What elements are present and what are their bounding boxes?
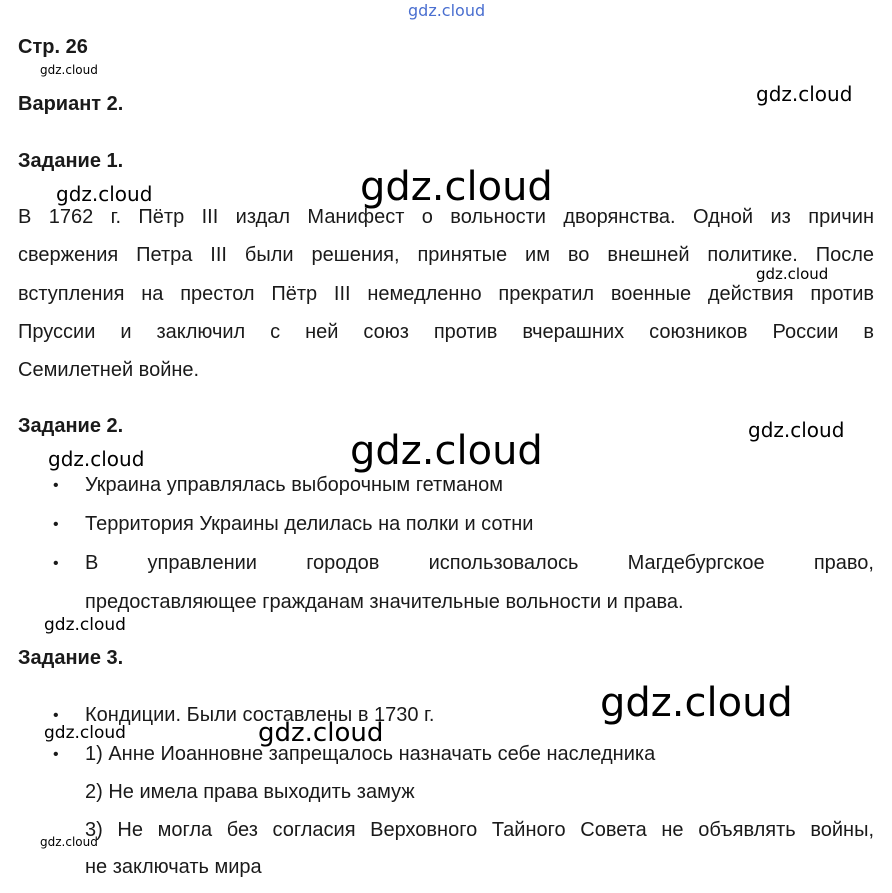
page-label: Стр. 26 xyxy=(18,36,88,58)
task1-line: Семилетней войне. xyxy=(18,359,200,381)
task3-item: Кондиции. Были составлены в 1730 г. xyxy=(85,704,435,726)
watermark: gdz.cloud xyxy=(44,615,126,635)
watermark: gdz.cloud xyxy=(748,418,845,442)
watermark-large: gdz.cloud xyxy=(360,164,553,210)
task1-line: вступления на престол Пётр III немедленно прекратил военные действия против xyxy=(18,283,874,305)
task2-heading: Задание 2. xyxy=(18,415,124,437)
bullet-icon: • xyxy=(53,516,59,533)
task3-continuation: 2) Не имела права выходить замуж xyxy=(85,781,415,803)
bullet-icon: • xyxy=(53,746,59,763)
watermark-large: gdz.cloud xyxy=(600,680,793,726)
task2-item: В управлении городов использовалось Магдебургское право, xyxy=(85,552,874,574)
watermark: gdz.cloud xyxy=(40,835,98,849)
task2-item: Территория Украины делилась на полки и сотни xyxy=(85,513,534,535)
watermark: gdz.cloud xyxy=(40,63,98,77)
watermark: gdz.cloud xyxy=(56,182,153,206)
task1-line: В 1762 г. Пётр III издал Манифест о вольности дворянства. Одной из причин xyxy=(18,206,874,228)
watermark: gdz.cloud xyxy=(48,447,145,471)
watermark: gdz.cloud xyxy=(44,723,126,743)
task1-line: Пруссии и заключил с ней союз против вчерашних союзников России в xyxy=(18,321,874,343)
watermark: gdz.cloud xyxy=(756,82,853,106)
bullet-icon: • xyxy=(53,555,59,572)
bullet-icon: • xyxy=(53,707,59,724)
task2-item-continuation: предоставляющее гражданам значительные вольности и права. xyxy=(85,591,684,613)
watermark-large: gdz.cloud xyxy=(350,428,543,474)
variant-title: Вариант 2. xyxy=(18,93,124,115)
watermark-large: gdz.cloud xyxy=(258,718,384,748)
task3-continuation: не заключать мира xyxy=(85,856,262,878)
task3-continuation: 3) Не могла без согласия Верховного Тайного Совета не объявлять войны, xyxy=(85,819,874,841)
watermark-top: gdz.cloud xyxy=(408,1,486,20)
watermark: gdz.cloud xyxy=(756,265,829,283)
bullet-icon: • xyxy=(53,477,59,494)
task1-line: свержения Петра III были решения, принятые им во внешней политике. После xyxy=(18,244,874,266)
task3-heading: Задание 3. xyxy=(18,647,124,669)
task1-heading: Задание 1. xyxy=(18,150,124,172)
task3-item: 1) Анне Иоанновне запрещалось назначать себе наследника xyxy=(85,743,656,765)
task2-item: Украина управлялась выборочным гетманом xyxy=(85,474,504,496)
